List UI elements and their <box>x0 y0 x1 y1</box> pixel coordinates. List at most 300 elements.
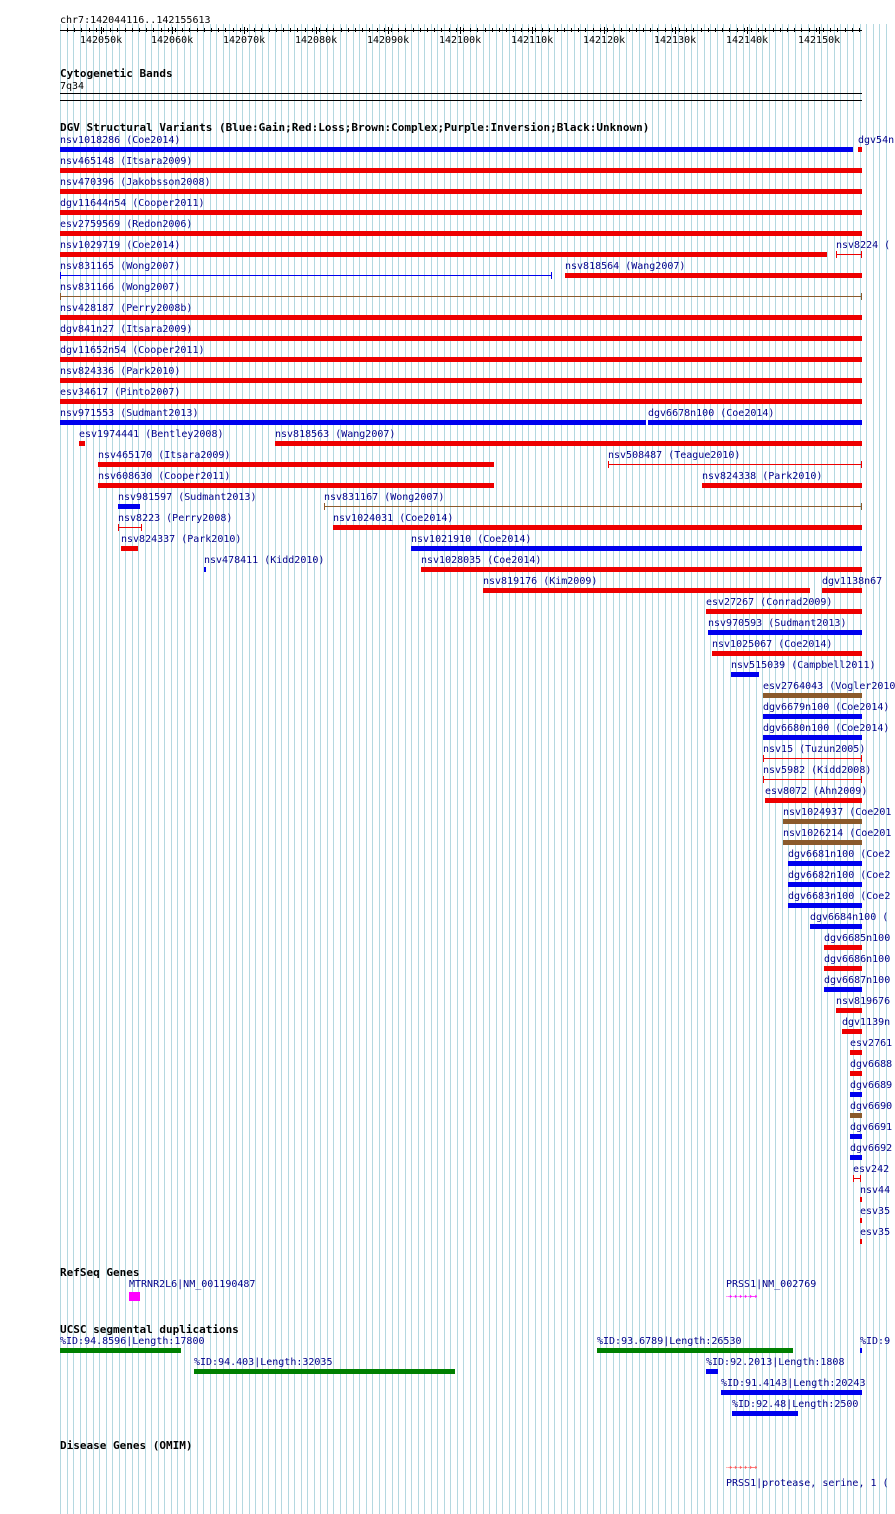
ruler-tick <box>388 27 389 34</box>
grid-line <box>431 24 432 1514</box>
dgv-variant-bar[interactable] <box>731 672 759 677</box>
ruler-minor-tick <box>168 28 169 32</box>
grid-line <box>359 24 360 1514</box>
dgv-variant-label[interactable]: esv2764043 (Vogler2010 <box>763 681 895 692</box>
grid-line <box>476 24 477 1514</box>
dgv-variant-bar[interactable] <box>98 483 494 488</box>
ruler-minor-tick <box>362 28 363 32</box>
ruler-minor-tick <box>254 28 255 32</box>
ruler-minor-tick <box>852 28 853 32</box>
dgv-variant-label[interactable]: nsv971553 (Sudmant2013) <box>60 408 199 419</box>
grid-line <box>645 24 646 1514</box>
grid-line <box>541 24 542 1514</box>
dgv-variant-bar[interactable] <box>79 441 85 446</box>
ruler-tick <box>244 27 245 34</box>
dgv-variant-bar[interactable] <box>810 924 862 929</box>
dgv-variant-bar[interactable] <box>822 588 862 593</box>
dgv-variant-label[interactable]: nsv1024937 (Coe201 <box>783 807 892 818</box>
dgv-variant-bar[interactable] <box>824 966 862 971</box>
dgv-variant-bar[interactable] <box>860 1218 862 1223</box>
dgv-variant-label[interactable]: dgv6692 <box>850 1143 893 1154</box>
ruler-minor-tick <box>715 28 716 32</box>
dgv-variant-label[interactable]: esv8072 (Ahn2009) <box>765 786 868 797</box>
dgv-variant-line[interactable] <box>763 779 862 780</box>
omim-arrow-icon: ⇢⇢⇢⇢⇢→ <box>726 1462 757 1473</box>
dgv-variant-bar[interactable] <box>60 399 862 404</box>
dgv-variant-label[interactable]: nsv981597 (Sudmant2013) <box>118 492 257 503</box>
dgv-variant-line[interactable] <box>60 296 862 297</box>
dgv-variant-endcap <box>763 776 764 783</box>
ruler-minor-tick <box>312 28 313 32</box>
refseq-gene-exon[interactable] <box>129 1292 140 1301</box>
dgv-variant-label[interactable]: dgv1139n <box>842 1017 891 1028</box>
grid-line <box>411 24 412 1514</box>
grid-line <box>424 24 425 1514</box>
segdup-label[interactable]: %ID:94.403|Length:32035 <box>194 1357 333 1368</box>
ruler-tick <box>532 27 533 34</box>
ruler-minor-tick <box>650 28 651 32</box>
ruler-minor-tick <box>355 28 356 32</box>
ruler-minor-tick <box>679 28 680 32</box>
ruler-tick-label: 142120k <box>583 35 626 46</box>
segdup-bar[interactable] <box>860 1348 862 1353</box>
grid-line <box>652 24 653 1514</box>
dgv-variant-label[interactable]: dgv6678n100 (Coe2014) <box>648 408 775 419</box>
ruler-minor-tick <box>571 28 572 32</box>
ruler-minor-tick <box>233 28 234 32</box>
segdup-bar[interactable] <box>732 1411 798 1416</box>
dgv-variant-label[interactable]: dgv6684n100 ( <box>810 912 889 923</box>
ruler-minor-tick <box>326 28 327 32</box>
grid-line <box>593 24 594 1514</box>
dgv-variant-label[interactable]: dgv54n <box>858 135 895 146</box>
grid-line <box>444 24 445 1514</box>
ruler-minor-tick <box>737 28 738 32</box>
refseq-gene-arrow-icon[interactable]: ⇢⇢⇢⇢⇢→ <box>726 1291 757 1302</box>
dgv-variant-label[interactable]: dgv6686n100 <box>824 954 891 965</box>
grid-line <box>463 24 464 1514</box>
dgv-variant-label[interactable]: esv34617 (Pinto2007) <box>60 387 181 398</box>
dgv-variant-endcap <box>60 272 61 279</box>
ruler-minor-tick <box>751 28 752 32</box>
dgv-variant-label[interactable]: dgv841n27 (Itsara2009) <box>60 324 193 335</box>
grid-line <box>535 24 536 1514</box>
refseq-gene-label[interactable]: PRSS1|NM_002769 <box>726 1279 817 1290</box>
grid-line <box>203 24 204 1514</box>
track-title-omim: Disease Genes (OMIM) <box>60 1439 193 1452</box>
dgv-variant-bar[interactable] <box>60 357 862 362</box>
dgv-variant-bar[interactable] <box>60 189 862 194</box>
grid-line <box>333 24 334 1514</box>
dgv-variant-bar[interactable] <box>702 483 862 488</box>
dgv-variant-label[interactable]: nsv824337 (Park2010) <box>121 534 242 545</box>
omim-gene-label[interactable]: PRSS1|protease, serine, 1 ( <box>726 1478 889 1489</box>
dgv-variant-label[interactable]: dgv6685n100 <box>824 933 891 944</box>
ruler-minor-tick <box>708 28 709 32</box>
grid-line <box>665 24 666 1514</box>
segdup-label[interactable]: %ID:94.8596|Length:17800 <box>60 1336 205 1347</box>
grid-line <box>236 24 237 1514</box>
dgv-variant-label[interactable]: nsv15 (Tuzun2005) <box>763 744 866 755</box>
dgv-variant-bar[interactable] <box>765 798 862 803</box>
position-label: chr7:142044116..142155613 <box>60 15 211 26</box>
dgv-variant-label[interactable]: nsv1018286 (Coe2014) <box>60 135 181 146</box>
dgv-variant-bar[interactable] <box>858 147 862 152</box>
grid-line <box>528 24 529 1514</box>
ruler-tick <box>604 27 605 34</box>
grid-line <box>574 24 575 1514</box>
dgv-variant-bar[interactable] <box>783 819 862 824</box>
grid-line <box>723 24 724 1514</box>
dgv-variant-label[interactable]: nsv1025067 (Coe2014) <box>712 639 833 650</box>
grid-line <box>483 24 484 1514</box>
ruler-minor-tick <box>593 28 594 32</box>
ruler-tick <box>747 27 748 34</box>
grid-line <box>372 24 373 1514</box>
ruler-minor-tick <box>463 28 464 32</box>
grid-line <box>639 24 640 1514</box>
ruler-minor-tick <box>830 28 831 32</box>
dgv-variant-label[interactable]: nsv970593 (Sudmant2013) <box>708 618 847 629</box>
dgv-variant-bar[interactable] <box>850 1050 862 1055</box>
dgv-variant-bar[interactable] <box>60 231 862 236</box>
dgv-variant-bar[interactable] <box>824 987 862 992</box>
dgv-variant-bar[interactable] <box>763 714 862 719</box>
segdup-label[interactable]: %ID:93.6789|Length:26530 <box>597 1336 742 1347</box>
dgv-variant-label[interactable]: nsv1029719 (Coe2014) <box>60 240 181 251</box>
grid-line <box>255 24 256 1514</box>
ruler-minor-tick <box>420 28 421 32</box>
ruler-minor-tick <box>470 28 471 32</box>
grid-line <box>632 24 633 1514</box>
dgv-variant-label[interactable]: nsv818564 (Wang2007) <box>565 261 686 272</box>
segdup-bar[interactable] <box>721 1390 862 1395</box>
dgv-variant-bar[interactable] <box>60 315 862 320</box>
ruler-minor-tick <box>240 28 241 32</box>
dgv-variant-label[interactable]: dgv11644n54 (Cooper2011) <box>60 198 205 209</box>
grid-line <box>658 24 659 1514</box>
ruler-minor-tick <box>153 28 154 32</box>
dgv-variant-label[interactable]: nsv1028035 (Coe2014) <box>421 555 542 566</box>
grid-line <box>489 24 490 1514</box>
dgv-variant-bar[interactable] <box>421 567 862 572</box>
dgv-variant-bar[interactable] <box>788 882 862 887</box>
ruler-minor-tick <box>758 28 759 32</box>
dgv-variant-label[interactable]: esv2761 <box>850 1038 893 1049</box>
dgv-variant-bar[interactable] <box>850 1092 862 1097</box>
dgv-variant-bar[interactable] <box>850 1071 862 1076</box>
dgv-variant-bar[interactable] <box>712 651 862 656</box>
ruler-tick <box>101 27 102 34</box>
dgv-variant-endcap <box>861 755 862 762</box>
grid-line <box>385 24 386 1514</box>
dgv-variant-label[interactable]: dgv6687n100 <box>824 975 891 986</box>
dgv-variant-bar[interactable] <box>565 273 862 278</box>
dgv-variant-label[interactable]: nsv515039 (Campbell2011) <box>731 660 876 671</box>
dgv-variant-label[interactable]: nsv1026214 (Coe201 <box>783 828 892 839</box>
dgv-variant-bar[interactable] <box>824 945 862 950</box>
dgv-variant-bar[interactable] <box>788 861 862 866</box>
dgv-variant-bar[interactable] <box>98 462 494 467</box>
ruler-minor-tick <box>269 28 270 32</box>
dgv-variant-label[interactable]: nsv1024031 (Coe2014) <box>333 513 454 524</box>
ruler-minor-tick <box>549 28 550 32</box>
ruler-minor-tick <box>175 28 176 32</box>
ruler-minor-tick <box>693 28 694 32</box>
dgv-variant-label[interactable]: dgv6691 <box>850 1122 893 1133</box>
grid-line <box>216 24 217 1514</box>
dgv-variant-label[interactable]: nsv824336 (Park2010) <box>60 366 181 377</box>
grid-line <box>327 24 328 1514</box>
grid-line <box>626 24 627 1514</box>
ruler-tick <box>460 27 461 34</box>
grid-line <box>418 24 419 1514</box>
ruler-minor-tick <box>125 28 126 32</box>
dgv-variant-bar[interactable] <box>850 1113 862 1118</box>
dgv-variant-label[interactable]: esv35 <box>860 1227 891 1238</box>
ruler-minor-tick <box>297 28 298 32</box>
dgv-variant-line[interactable] <box>836 254 862 255</box>
dgv-variant-label[interactable]: nsv508487 (Teague2010) <box>608 450 741 461</box>
grid-line <box>223 24 224 1514</box>
dgv-variant-label[interactable]: dgv6681n100 (Coe2 <box>788 849 891 860</box>
dgv-variant-label[interactable]: nsv831165 (Wong2007) <box>60 261 181 272</box>
grid-line <box>190 24 191 1514</box>
ruler-minor-tick <box>146 28 147 32</box>
ruler-minor-tick <box>643 28 644 32</box>
dgv-variant-bar[interactable] <box>60 378 862 383</box>
dgv-variant-line[interactable] <box>608 464 862 465</box>
dgv-variant-label[interactable]: nsv465148 (Itsara2009) <box>60 156 193 167</box>
dgv-variant-bar[interactable] <box>60 336 862 341</box>
dgv-variant-bar[interactable] <box>333 525 862 530</box>
ruler-minor-tick <box>110 28 111 32</box>
ruler-minor-tick <box>701 28 702 32</box>
grid-line <box>275 24 276 1514</box>
refseq-gene-label[interactable]: MTRNR2L6|NM_001190487 <box>129 1279 256 1290</box>
grid-line <box>554 24 555 1514</box>
grid-line <box>697 24 698 1514</box>
segdup-label[interactable]: %ID:92.2013|Length:1808 <box>706 1357 845 1368</box>
ruler-minor-tick <box>276 28 277 32</box>
dgv-variant-label[interactable]: dgv6679n100 (Coe2014) <box>763 702 890 713</box>
dgv-variant-label[interactable]: dgv6688 <box>850 1059 893 1070</box>
dgv-variant-bar[interactable] <box>118 504 140 509</box>
grid-line <box>288 24 289 1514</box>
grid-line <box>509 24 510 1514</box>
segdup-label[interactable]: %ID:9 <box>860 1336 891 1347</box>
grid-line <box>242 24 243 1514</box>
grid-line <box>405 24 406 1514</box>
dgv-variant-label[interactable]: esv27267 (Conrad2009) <box>706 597 833 608</box>
grid-line <box>281 24 282 1514</box>
dgv-variant-label[interactable]: dgv6690 <box>850 1101 893 1112</box>
dgv-variant-bar[interactable] <box>763 735 862 740</box>
dgv-variant-label[interactable]: nsv831166 (Wong2007) <box>60 282 181 293</box>
dgv-variant-label[interactable]: esv242 <box>853 1164 890 1175</box>
grid-line <box>470 24 471 1514</box>
ruler-tick <box>819 27 820 34</box>
ruler-minor-tick <box>801 28 802 32</box>
grid-line <box>684 24 685 1514</box>
dgv-variant-label[interactable]: nsv44 <box>860 1185 891 1196</box>
grid-line <box>606 24 607 1514</box>
ruler-minor-tick <box>103 28 104 32</box>
grid-line <box>600 24 601 1514</box>
dgv-variant-endcap <box>861 503 862 510</box>
dgv-variant-label[interactable]: nsv465170 (Itsara2009) <box>98 450 231 461</box>
dgv-variant-bar[interactable] <box>850 1155 862 1160</box>
grid-line <box>502 24 503 1514</box>
dgv-variant-label[interactable]: nsv428187 (Perry2008b) <box>60 303 193 314</box>
dgv-variant-label[interactable]: dgv6682n100 (Coe2 <box>788 870 891 881</box>
grid-line <box>197 24 198 1514</box>
dgv-variant-label[interactable]: nsv1021910 (Coe2014) <box>411 534 532 545</box>
segdup-label[interactable]: %ID:91.4143|Length:20243 <box>721 1378 866 1389</box>
track-title-cytoband: Cytogenetic Bands <box>60 67 173 80</box>
dgv-variant-bar[interactable] <box>60 252 827 257</box>
dgv-variant-bar[interactable] <box>60 147 853 152</box>
dgv-variant-label[interactable]: nsv818563 (Wang2007) <box>275 429 396 440</box>
grid-line <box>398 24 399 1514</box>
dgv-variant-bar[interactable] <box>411 546 862 551</box>
dgv-variant-label[interactable]: esv35 <box>860 1206 891 1217</box>
dgv-variant-label[interactable]: esv2759569 (Redon2006) <box>60 219 193 230</box>
grid-line <box>320 24 321 1514</box>
ruler-tick-label: 142070k <box>223 35 266 46</box>
dgv-variant-label[interactable]: nsv470396 (Jakobsson2008) <box>60 177 211 188</box>
ruler-minor-tick <box>204 28 205 32</box>
dgv-variant-bar[interactable] <box>836 1008 862 1013</box>
dgv-variant-label[interactable]: nsv824338 (Park2010) <box>702 471 823 482</box>
ruler-tick-label: 142130k <box>654 35 697 46</box>
segdup-bar[interactable] <box>706 1369 718 1374</box>
ruler-minor-tick <box>391 28 392 32</box>
dgv-variant-endcap <box>860 1175 861 1182</box>
dgv-variant-bar[interactable] <box>121 546 138 551</box>
ruler-tick-label: 142080k <box>295 35 338 46</box>
grid-line <box>392 24 393 1514</box>
segdup-label[interactable]: %ID:92.48|Length:2500 <box>732 1399 859 1410</box>
dgv-variant-label[interactable]: nsv8224 ( <box>836 240 891 251</box>
dgv-variant-endcap <box>551 272 552 279</box>
ruler-tick <box>675 27 676 34</box>
dgv-variant-label[interactable]: dgv6689 <box>850 1080 893 1091</box>
dgv-variant-bar[interactable] <box>60 168 862 173</box>
dgv-variant-bar[interactable] <box>648 420 862 425</box>
dgv-variant-endcap <box>861 461 862 468</box>
dgv-variant-label[interactable]: nsv8223 (Perry2008) <box>118 513 233 524</box>
dgv-variant-bar[interactable] <box>60 210 862 215</box>
grid-line <box>756 24 757 1514</box>
ruler-minor-tick <box>477 28 478 32</box>
dgv-variant-bar[interactable] <box>60 420 646 425</box>
ruler-minor-tick <box>305 28 306 32</box>
dgv-variant-line[interactable] <box>763 758 862 759</box>
dgv-variant-bar[interactable] <box>706 609 862 614</box>
track-title-segdup: UCSC segmental duplications <box>60 1323 239 1336</box>
grid-line <box>561 24 562 1514</box>
dgv-variant-bar[interactable] <box>204 567 206 572</box>
ruler-minor-tick <box>434 28 435 32</box>
grid-line <box>307 24 308 1514</box>
ruler-tick-label: 142100k <box>439 35 482 46</box>
grid-line <box>262 24 263 1514</box>
dgv-variant-label[interactable]: esv1974441 (Bentley2008) <box>79 429 224 440</box>
dgv-variant-label[interactable]: nsv5982 (Kidd2008) <box>763 765 872 776</box>
ruler-minor-tick <box>729 28 730 32</box>
dgv-variant-bar[interactable] <box>783 840 862 845</box>
grid-line <box>580 24 581 1514</box>
dgv-variant-bar[interactable] <box>708 630 862 635</box>
ruler-minor-tick <box>672 28 673 32</box>
dgv-variant-line[interactable] <box>118 527 142 528</box>
ruler-minor-tick <box>614 28 615 32</box>
dgv-variant-endcap <box>861 776 862 783</box>
dgv-variant-label[interactable]: nsv819176 (Kim2009) <box>483 576 598 587</box>
dgv-variant-bar[interactable] <box>860 1239 862 1244</box>
grid-line <box>268 24 269 1514</box>
ruler-minor-tick <box>578 28 579 32</box>
segdup-bar[interactable] <box>597 1348 793 1353</box>
dgv-variant-bar[interactable] <box>275 441 862 446</box>
ruler-minor-tick <box>427 28 428 32</box>
dgv-variant-label[interactable]: nsv819676 <box>836 996 891 1007</box>
dgv-variant-endcap <box>118 524 119 531</box>
grid-line <box>671 24 672 1514</box>
omim-gene-glyph[interactable] <box>726 1462 756 1473</box>
dgv-variant-bar[interactable] <box>763 693 862 698</box>
grid-line <box>249 24 250 1514</box>
ruler-minor-tick <box>398 28 399 32</box>
grid-line <box>366 24 367 1514</box>
ruler-minor-tick <box>341 28 342 32</box>
grid-line <box>613 24 614 1514</box>
dgv-variant-bar[interactable] <box>483 588 810 593</box>
ruler-minor-tick <box>132 28 133 32</box>
segdup-bar[interactable] <box>60 1348 181 1353</box>
dgv-variant-bar[interactable] <box>842 1029 862 1034</box>
dgv-variant-label[interactable]: dgv6680n100 (Coe2014) <box>763 723 890 734</box>
dgv-variant-label[interactable]: nsv831167 (Wong2007) <box>324 492 445 503</box>
ruler-minor-tick <box>845 28 846 32</box>
dgv-variant-label[interactable]: dgv6683n100 (Coe2 <box>788 891 891 902</box>
dgv-variant-line[interactable] <box>324 506 862 507</box>
dgv-variant-label[interactable]: dgv1138n67 <box>822 576 883 587</box>
ruler-minor-tick <box>413 28 414 32</box>
grid-line <box>353 24 354 1514</box>
ruler-minor-tick <box>506 28 507 32</box>
dgv-variant-bar[interactable] <box>850 1134 862 1139</box>
ruler-minor-tick <box>521 28 522 32</box>
dgv-variant-label[interactable]: nsv608630 (Cooper2011) <box>98 471 231 482</box>
grid-line <box>496 24 497 1514</box>
ruler-minor-tick <box>225 28 226 32</box>
dgv-variant-label[interactable]: dgv11652n54 (Cooper2011) <box>60 345 205 356</box>
dgv-variant-bar[interactable] <box>860 1197 862 1202</box>
segdup-bar[interactable] <box>194 1369 455 1374</box>
ruler-minor-tick <box>513 28 514 32</box>
cytoband-line-bottom <box>60 100 862 101</box>
ruler-minor-tick <box>449 28 450 32</box>
ruler-minor-tick <box>283 28 284 32</box>
grid-line <box>710 24 711 1514</box>
ruler-tick-label: 142050k <box>80 35 123 46</box>
ruler-minor-tick <box>377 28 378 32</box>
dgv-variant-line[interactable] <box>60 275 552 276</box>
dgv-variant-label[interactable]: nsv478411 (Kidd2010) <box>204 555 325 566</box>
dgv-variant-bar[interactable] <box>788 903 862 908</box>
